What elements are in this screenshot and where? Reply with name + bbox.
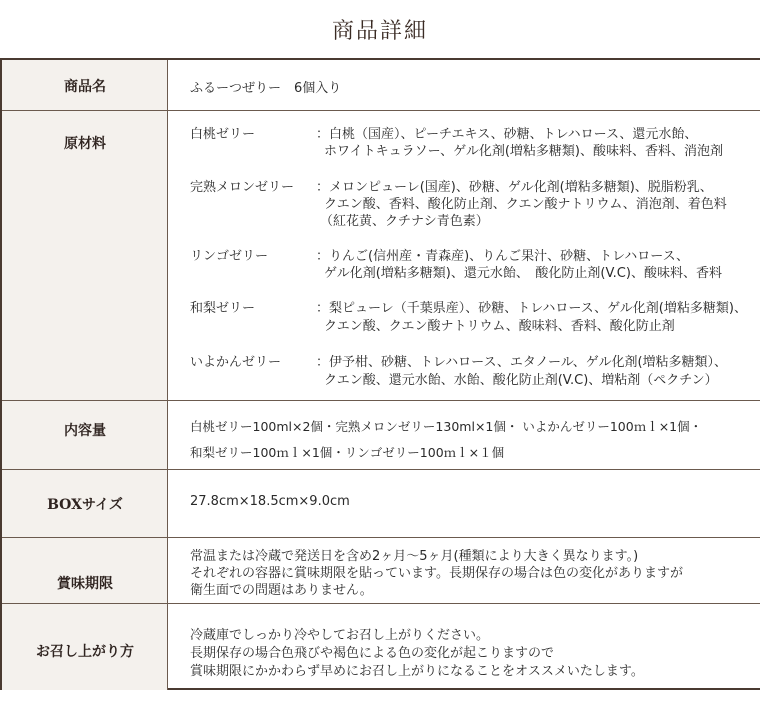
serving-line: 賞味期限にかかわらず早めにお召し上がりになることをオススメいたします。 <box>190 664 644 679</box>
expiry-line: 衛生面での問題はありません。 <box>190 583 373 598</box>
contents-line: 和梨ゼリー100ｍｌ×1個・リンゴゼリー100ｍｌ×１個 <box>190 445 505 460</box>
expiry-line: それぞれの容器に賞味期限を貼っています。長期保存の場合は色の変化がありますが <box>190 566 683 581</box>
header-cell <box>2 60 168 110</box>
header-cell <box>2 401 168 469</box>
box-size-value: 27.8cm×18.5cm×9.0cm <box>190 494 350 509</box>
serving-line: 長期保存の場合色飛びや褐色による色の変化が起こりますので <box>190 646 555 661</box>
page-title: 商品詳細 <box>331 19 428 44</box>
ingredient-line: ホワイトキュラソー、ゲル化剤(増粘多糖類)、酸味料、香料、消泡剤 <box>324 144 723 159</box>
ingredient-name: 完熟メロンゼリー <box>190 180 295 195</box>
ingredient-line: クエン酸、香料、酸化防止剤、クエン酸ナトリウム、消泡剤、着色料 <box>324 197 727 212</box>
row-product-name <box>2 60 760 111</box>
product-name-value: ふるーつぜりー 6個入り <box>190 81 342 96</box>
ingredient-line: ：伊予柑、砂糖、トレハロース、エタノール、ゲル化剤(増粘多糖類）、 <box>316 355 728 370</box>
ingredient-line: （紅花黄、クチナシ青色素） <box>320 214 489 229</box>
row-serving <box>2 604 760 690</box>
ingredient-line: ：白桃（国産）、ピーチエキス、砂糖、トレハロース、還元水飴、 <box>316 127 698 142</box>
row-expiry <box>2 538 760 604</box>
ingredient-line: ゲル化剤(増粘多糖類)、還元水飴、 酸化防止剤(V.C)、酸味料、香料 <box>324 266 722 281</box>
row-label: BOXサイズ <box>47 497 123 513</box>
ingredient-name: 白桃ゼリー <box>190 127 256 142</box>
row-label: 内容量 <box>64 423 106 439</box>
ingredient-line: ：梨ピューレ（千葉県産）、砂糖、トレハロース、ゲル化剤(増粘多糖類)、 <box>316 301 747 316</box>
row-label: お召し上がり方 <box>36 644 134 660</box>
ingredient-line: ：メロンピューレ(国産)、砂糖、ゲル化剤(増粘多糖類)、脱脂粉乳、 <box>316 180 713 195</box>
row-label: 賞味期限 <box>57 576 113 592</box>
ingredient-name: 和梨ゼリー <box>190 301 256 316</box>
spec-table <box>0 58 760 690</box>
row-box-size <box>2 470 760 538</box>
ingredient-line: クエン酸、クエン酸ナトリウム、酸味料、香料、酸化防止剤 <box>324 319 675 334</box>
expiry-line: 常温または冷蔵で発送日を含め2ヶ月～5ヶ月(種類により大きく異なります。) <box>190 549 639 564</box>
ingredient-name: リンゴゼリー <box>190 249 269 264</box>
row-contents <box>2 401 760 470</box>
row-ingredients <box>2 111 760 401</box>
row-label: 商品名 <box>64 79 106 95</box>
header-cell <box>2 538 168 603</box>
row-label: 原材料 <box>64 136 106 152</box>
contents-line: 白桃ゼリー100ml×2個・完熟メロンゼリー130ml×1個・ いよかんゼリー100ｍｌ×1個・ <box>190 419 703 434</box>
ingredient-line: クエン酸、還元水飴、水飴、酸化防止剤(V.C)、増粘剤（ペクチン） <box>324 373 718 388</box>
header-cell <box>2 470 168 537</box>
header-cell <box>2 111 168 400</box>
header-cell <box>2 604 168 690</box>
ingredient-line: ：りんご(信州産・青森産)、りんご果汁、砂糖、トレハロース、 <box>316 249 689 264</box>
ingredient-name: いよかんゼリー <box>190 355 282 370</box>
serving-line: 冷蔵庫でしっかり冷やしてお召し上がりください。 <box>190 628 490 643</box>
